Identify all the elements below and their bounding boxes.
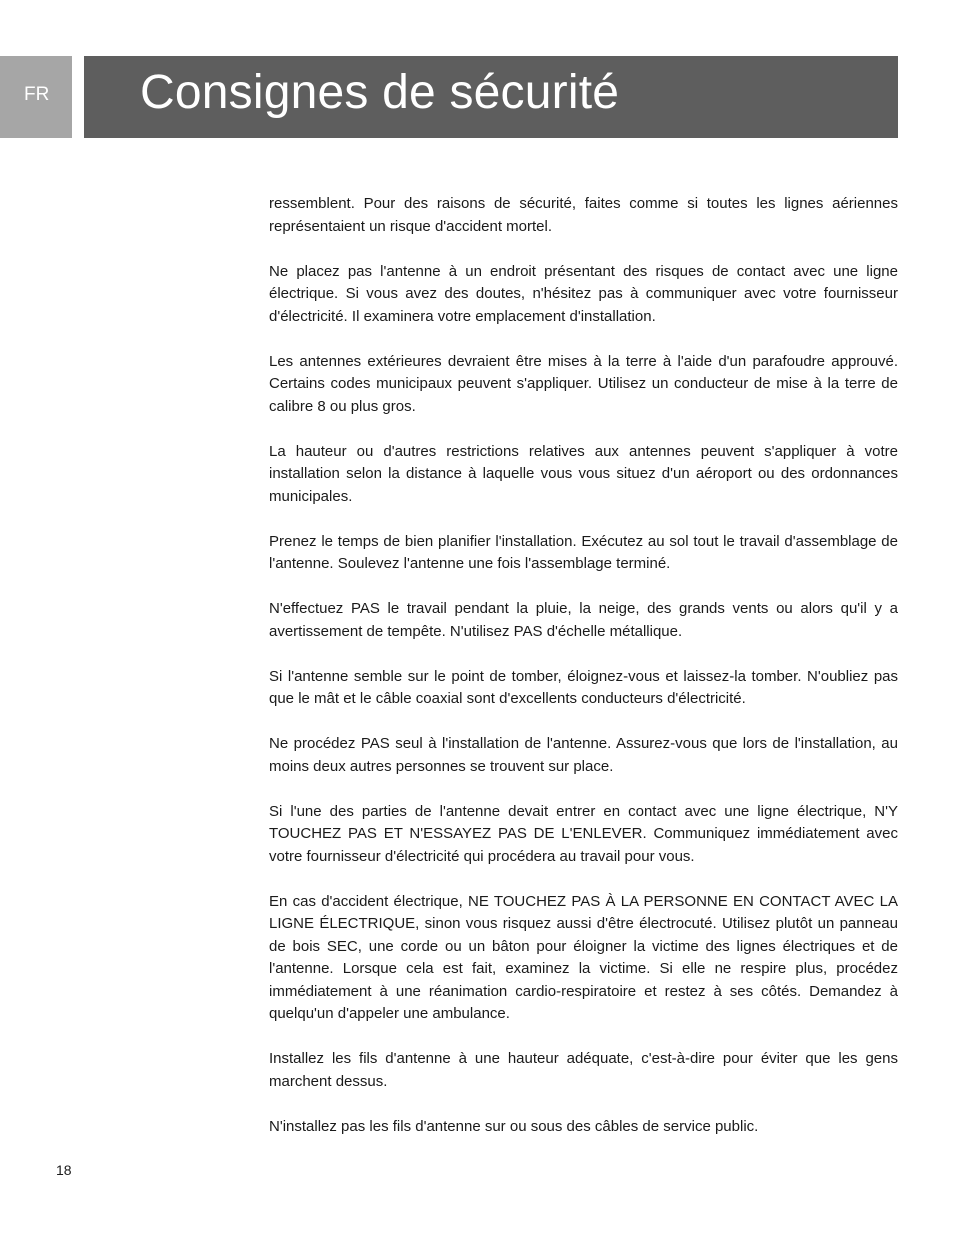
paragraph: Ne placez pas l'antenne à un endroit présentant des risques de contact avec une ligne électrique. Si vous avez des doutes, n'hésitez pas à communiquer avec votre fournisseur d'électricité. Il examinera votre emplacement d'installation. <box>269 262 898 325</box>
paragraph: N'installez pas les fils d'antenne sur ou sous des câbles de service public. <box>269 1117 759 1135</box>
page-title: Consignes de sécurité <box>140 66 620 119</box>
language-tab <box>0 56 72 138</box>
body-text <box>269 193 898 1138</box>
paragraph: La hauteur ou d'autres restrictions relatives aux antennes peuvent s'appliquer à votre installation selon la distance à laquelle vous vous situez d'un aéroport ou des ordonnances municipales. <box>269 442 898 505</box>
paragraph: ressemblent. Pour des raisons de sécurité, faites comme si toutes les lignes aériennes représentaient un risque d'accident mortel. <box>269 195 898 235</box>
paragraph: Si l'antenne semble sur le point de tomber, éloignez-vous et laissez-la tomber. N'oubliez pas que le mât et le câble coaxial sont d'excellents conducteurs d'électricité. <box>269 667 898 707</box>
paragraph: Les antennes extérieures devraient être mises à la terre à l'aide d'un parafoudre approuvé. Certains codes municipaux peuvent s'appliquer. Utilisez un conducteur de mise à la terre de calibre 8 ou plus gros. <box>269 352 898 415</box>
title-bar <box>84 56 898 138</box>
paragraph: Prenez le temps de bien planifier l'installation. Exécutez au sol tout le travail d'assemblage de l'antenne. Soulevez l'antenne une fois l'assemblage terminé. <box>269 532 898 572</box>
language-label: FR <box>24 84 50 105</box>
paragraph: Installez les fils d'antenne à une hauteur adéquate, c'est-à-dire pour éviter que les gens marchent dessus. <box>269 1050 898 1090</box>
paragraph: En cas d'accident électrique, NE TOUCHEZ PAS À LA PERSONNE EN CONTACT AVEC LA LIGNE ÉLECTRIQUE, sinon vous risquez aussi d'être électrocuté. Utilisez plutôt un panneau de bois SEC, une corde ou un bâton pour éloigner la victime des lignes électriques et de l'antenne. Lorsque cela est fait, examinez la victime. Si elle ne respire plus, procédez immédiatement à une réanimation cardio-respiratoire et restez à ses côtés. Demandez à quelqu'un d'appeler une ambulance. <box>269 892 898 1022</box>
paragraph: Si l'une des parties de l'antenne devait entrer en contact avec une ligne électrique, N'Y TOUCHEZ PAS ET N'ESSAYEZ PAS DE L'ENLEVER. Communiquez immédiatement avec votre fournisseur d'électricité qui procédera au travail pour vous. <box>269 802 898 865</box>
paragraph: Ne procédez PAS seul à l'installation de l'antenne. Assurez-vous que lors de l'installation, au moins deux autres personnes se trouvent sur place. <box>269 735 898 775</box>
page-number: 18 <box>56 1162 72 1178</box>
paragraph: N'effectuez PAS le travail pendant la pluie, la neige, des grands vents ou alors qu'il y a avertissement de tempête. N'utilisez PAS d'échelle métallique. <box>269 600 898 640</box>
